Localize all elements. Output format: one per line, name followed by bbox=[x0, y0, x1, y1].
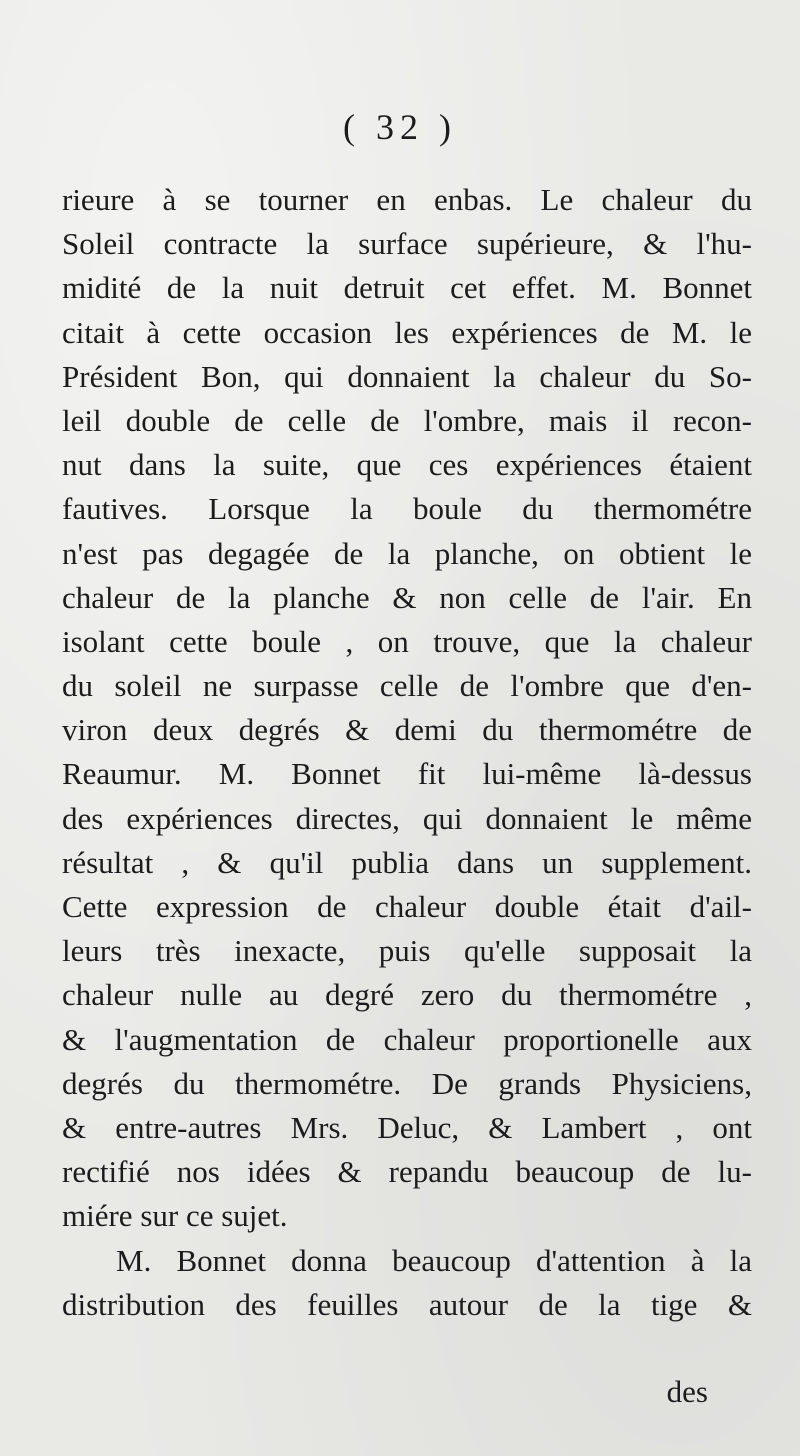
text-line: isolant cette boule , on trouve, que la chaleur bbox=[62, 623, 752, 659]
text-line: nut dans la suite, que ces expériences étaient bbox=[62, 447, 752, 483]
paragraph-start-line: M. Bonnet donna beaucoup d'attention à la bbox=[116, 1242, 752, 1278]
text-line: rieure à se tourner en enbas. Le chaleur du bbox=[62, 182, 752, 217]
text-line: chaleur de la planche & non celle de l'air. En bbox=[62, 579, 752, 615]
catchword: des bbox=[666, 1374, 708, 1409]
text-line: degrés du thermométre. De grands Physiciens, bbox=[62, 1065, 752, 1101]
text-line: miére sur ce sujet. bbox=[62, 1198, 288, 1234]
text-line: rectifié nos idées & repandu beaucoup de lu- bbox=[62, 1154, 752, 1190]
text-line: du soleil ne surpasse celle de l'ombre que d'en- bbox=[62, 668, 752, 704]
text-line: midité de la nuit detruit cet effet. M. Bonnet bbox=[62, 270, 752, 306]
text-line: & l'augmentation de chaleur proportionelle aux bbox=[62, 1021, 752, 1057]
text-line: Cette expression de chaleur double était d'ail- bbox=[62, 889, 752, 924]
text-line: fautives. Lorsque la boule du thermométre bbox=[62, 491, 752, 527]
text-line: Reaumur. M. Bonnet fit lui-même là-dessus bbox=[62, 756, 752, 792]
text-line: viron deux degrés & demi du thermométre de bbox=[62, 712, 752, 748]
text-line: Soleil contracte la surface supérieure, & l'hu- bbox=[62, 226, 752, 262]
text-line: leurs très inexacte, puis qu'elle supposait la bbox=[62, 933, 752, 969]
text-line: distribution des feuilles autour de la tige & bbox=[62, 1286, 752, 1322]
text-line: des expériences directes, qui donnaient le même bbox=[62, 800, 752, 836]
text-line: citait à cette occasion les expériences de M. le bbox=[62, 314, 752, 350]
body-text bbox=[62, 178, 752, 1327]
text-line: Président Bon, qui donnaient la chaleur du So- bbox=[62, 358, 752, 394]
text-line: chaleur nulle au degré zero du thermométre , bbox=[62, 977, 752, 1013]
text-line: résultat , & qu'il publia dans un supplement. bbox=[62, 844, 752, 880]
text-line: & entre-autres Mrs. Deluc, & Lambert , ont bbox=[62, 1109, 752, 1145]
page-number: ( 32 ) bbox=[343, 107, 457, 147]
text-line: leil double de celle de l'ombre, mais il recon- bbox=[62, 402, 752, 438]
text-line: n'est pas degagée de la planche, on obtient le bbox=[62, 535, 752, 571]
